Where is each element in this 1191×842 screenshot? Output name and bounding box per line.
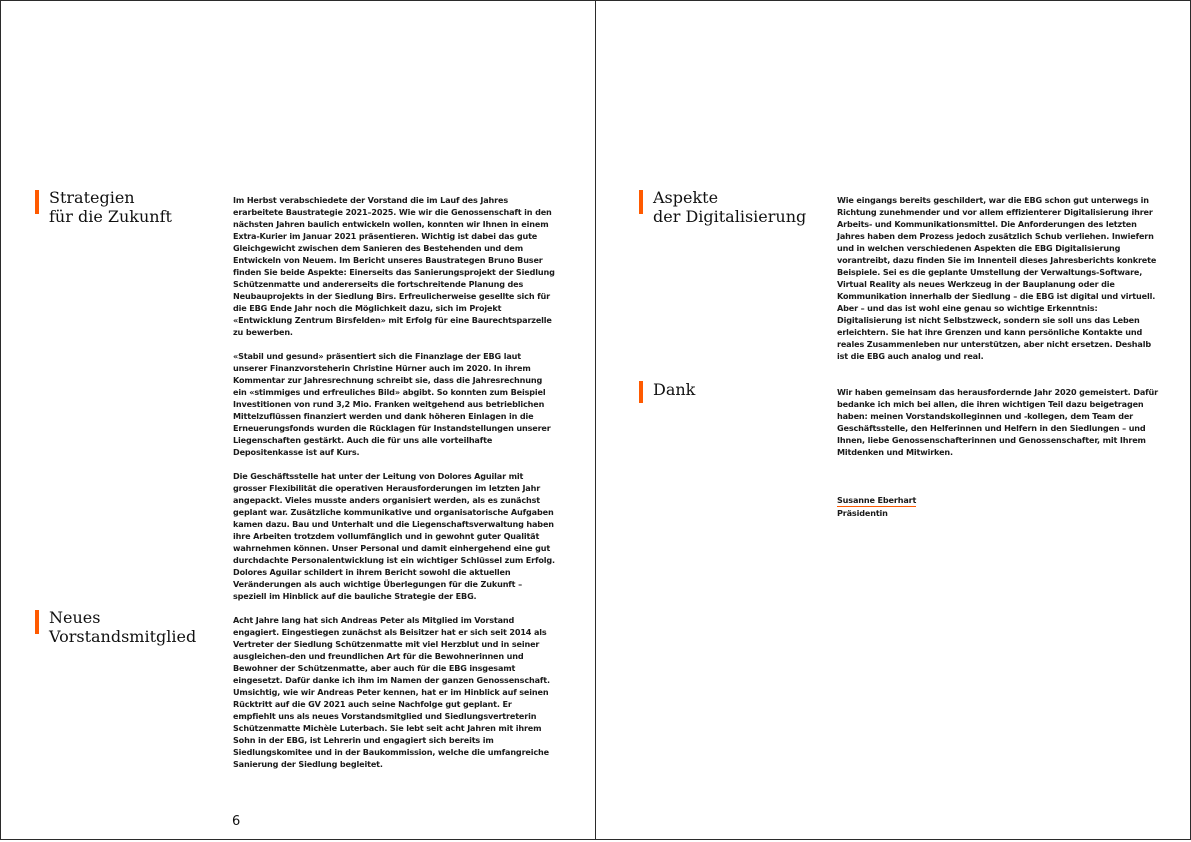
text-neues-vorstandsmitglied <box>233 614 555 770</box>
heading-neues-vorstandsmitglied: Neues Vorstandsmitglied <box>49 608 197 646</box>
paragraph: «Stabil und gesund» präsentiert sich die Finanzlage der EBG laut unserer Finanzvorsteherin Christine Hürner auch im 2020. In ihrem Kommentar zur Jahresrechnung schreibt sie, dass die Jahresrechnung ein «stimmiges und erfreuliches Bild» abgibt. So konnten zum Beispiel Investitionen von rund 3,2 Mio. Franken weitgehend aus betrieblichen Mittelzuflüssen finanziert werden und dank höheren Einlagen in die Erneuerungsfonds wurden die Rücklagen für Instandstellungen unserer Liegenschaften gestärkt. Auch die für uns alle vorteilhafte Depositenkasse ist auf Kurs. <box>233 351 551 457</box>
signature-title: Präsidentin <box>837 508 888 518</box>
paragraph: Acht Jahre lang hat sich Andreas Peter als Mitglied im Vorstand engagiert. Eingestiegen zunächst als Beisitzer hat er sich seit 2014 als Vertreter der Siedlung Schützenmatte mit viel Herzblut und in seiner ausgleichen-den und freundlichen Art für die Bewohnerinnen und Bewohner der Schützenmatte, aber auch für die EBG insgesamt eingesetzt. Dafür danke ich ihm im Namen der ganzen Genossenschaft. Umsichtig, wie wir Andreas Peter kennen, hat er im Hinblick auf seinen Rücktritt auf die GV 2021 auch seine Nachfolge gut geplant. Er empfiehlt uns als neues Vorstandsmitglied und Siedlungsvertreterin Schützenmatte Michèle Luterbach. Sie lebt seit acht Jahren mit ihrem Sohn in der EBG, ist Lehrerin und engagiert sich bereits im Siedlungskomitee und in der Baukommission, welche die umfangreiche Sanierung der Siedlung begleitet. <box>233 615 550 769</box>
paragraph: Wir haben gemeinsam das herausfordernde Jahr 2020 gemeistert. Dafür bedanke ich mich bei allen, die ihren wichtigen Teil dazu beigetragen haben: meinen Vorstandskolleginnen und -kollegen, dem Team der Geschäftsstelle, den Helferinnen und Helfern in den Siedlungen – und Ihnen, liebe Genossenschafterinnen und Genossenschafter, mit Ihrem Mitdenken und Mitwirken. <box>837 387 1158 457</box>
paragraph: Wie eingangs bereits geschildert, war die EBG schon gut unterwegs in Richtung zunehmender und vor allem effizienterer Digitalisierung ihrer Arbeits- und Kommunikationsmittel. Die Anforderungen des letzten Jahres haben dem Prozess jedoch zusätzlich Schub verliehen. Inwiefern und in welchen verschiedenen Aspekten die EBG Digitalisierung vorantreibt, dazu finden Sie im Innenteil dieses Jahresberichts konkrete Beispiele. Sei es die geplante Umstellung der Verwaltungs-Software, Virtual Reality als neues Werkzeug in der Bauplanung oder die Kommunikation innerhalb der Siedlung – die EBG ist digital und virtuell. Aber – und das ist wohl eine genau so wichtige Erkenntnis: Digitalisierung ist nicht Selbstzweck, sondern sie soll uns das Leben erleichtern. Sie hat ihre Grenzen und kann persönliche Kontakte und reales Zusammenleben nur unterstützen, aber nicht ersetzen. Deshalb ist die EBG auch analog und real. <box>837 195 1157 361</box>
heading-strategien: Strategien für die Zukunft <box>49 188 172 226</box>
heading-dank: Dank <box>653 380 696 399</box>
left-page <box>0 0 596 840</box>
text-strategien <box>233 194 555 602</box>
heading-aspekte-digitalisierung: Aspekte der Digitalisierung <box>653 188 807 226</box>
text-aspekte-digitalisierung <box>837 194 1161 362</box>
signature-block <box>837 494 1037 519</box>
paragraph: Im Herbst verabschiedete der Vorstand die im Lauf des Jahres erarbeitete Baustrategie 2021–2025. Wie wir die Genossenschaft in den nächsten Jahren baulich entwickeln wollen, konnten wir Ihnen in einem Extra-Kurier im Januar 2021 präsentieren. Wichtig ist dabei das gute Gleichgewicht zwischen dem Sanieren des Bestehenden und dem Entwickeln von Neuem. Im Bericht unseres Baustrategen Bruno Buser finden Sie beide Aspekte: Einerseits das Sanierungsprojekt der Siedlung Schützenmatte und andererseits die fortschreitende Planung des Neubauprojekts in der Siedlung Birs. Erfreulicherweise gesellte sich für die EBG Ende Jahr noch die Möglichkeit dazu, sich im Projekt «Entwicklung Zentrum Birsfelden» mit Erfolg für eine Baurechtsparzelle zu bewerben. <box>233 195 555 337</box>
signature-name: Susanne Eberhart <box>837 495 917 505</box>
right-page <box>595 0 1191 840</box>
page-number: 6 <box>232 814 241 829</box>
paragraph: Die Geschäftsstelle hat unter der Leitung von Dolores Aguilar mit grosser Flexibilität die operativen Herausforderungen im letzten Jahr angepackt. Vieles musste anders organisiert werden, als es zunächst geplant war. Zusätzliche kommunikative und organisatorische Aufgaben kamen dazu. Bau und Unterhalt und die Liegenschaftsverwaltung haben ihre Arbeiten trotzdem vollumfänglich und in gewohnt guter Qualität wahrnehmen können. Unser Personal und damit einhergehend eine gut durchdachte Personalentwicklung ist ein wichtiger Schlüssel zum Erfolg. Dolores Aguilar schildert in ihrem Bericht sowohl die aktuellen Veränderungen als auch wichtige Überlegungen für die Zukunft – speziell im Hinblick auf die bauliche Strategie der EBG. <box>233 471 555 601</box>
text-dank <box>837 386 1161 458</box>
